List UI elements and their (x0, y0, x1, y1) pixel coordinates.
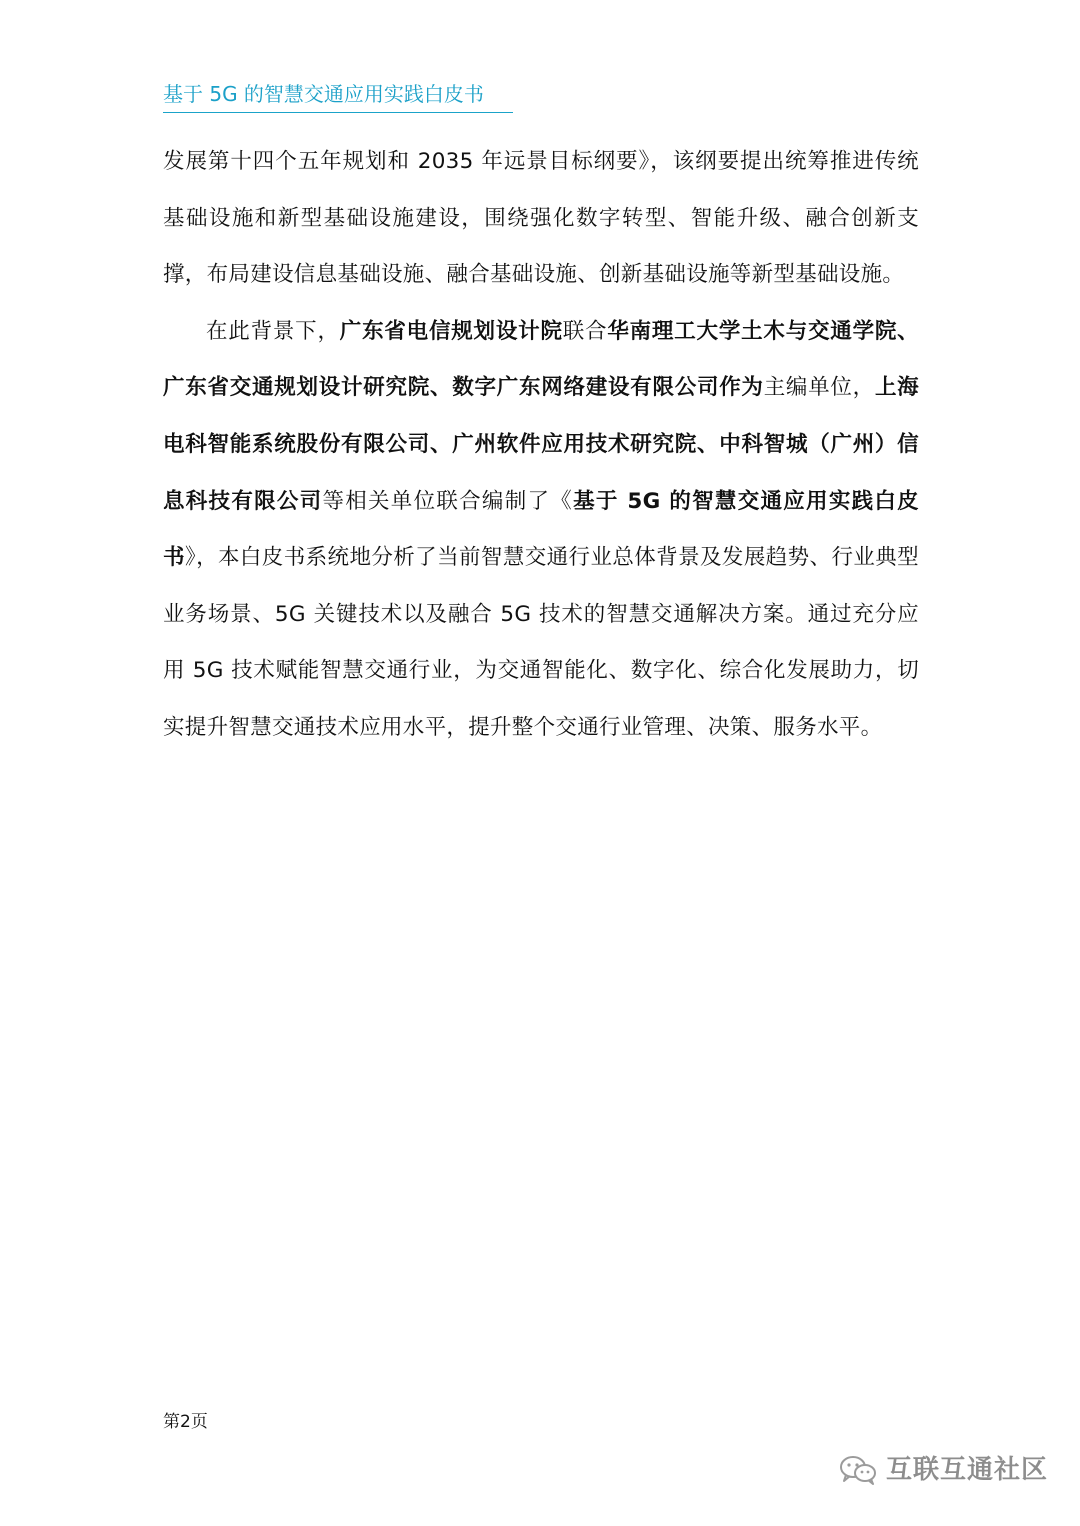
text-segment: 发展第十四个五年规划和 2035 年远景目标纲要》，该纲要提出统筹推进传统基础设施和新型基础设施建设，围绕强化数字转型、智能升级、融合创新支撑，布局建设信息基础设施、融合基础设施、创新基础设施等新型基础设施。 (163, 149, 919, 288)
text-segment: 等相关单位联合编制了《 (322, 488, 574, 514)
wechat-icon (838, 1453, 878, 1487)
bold-org-names: 上海电科智能系统股份有限公司、广州软件应用技术研究院、中科智城（广州）信息科技有限公司 (163, 375, 919, 514)
bold-org-names: 华南理工大学土木与交通学院、广东省交通规划设计研究院、数字广东网络建设有限公司作为 (163, 318, 919, 401)
text-segment: 联合 (562, 318, 608, 344)
paragraph-2 (163, 304, 919, 757)
text-segment: 在此背景下， (206, 318, 340, 344)
watermark-text: 互联互通社区 (886, 1455, 1049, 1485)
bold-org-name: 广东省电信规划设计院 (339, 318, 563, 344)
document-header (163, 80, 513, 113)
text-segment: 主编单位， (763, 375, 875, 401)
header-title: 基于 5G 的智慧交通应用实践白皮书 (163, 82, 484, 106)
bold-book-title: 基于 5G 的智慧交通应用实践白皮书 (163, 488, 919, 571)
paragraph-1 (163, 134, 919, 304)
page-number: 第2页 (163, 1412, 208, 1432)
body-text (163, 134, 919, 757)
text-segment: 》，本白皮书系统地分析了当前智慧交通行业总体背景及发展趋势、行业典型业务场景、5G 关键技术以及融合 5G 技术的智慧交通解决方案。通过充分应用 5G 技术赋能智慧交通行业，为交通智能化、数字化、综合化发展助力，切实提升智慧交通技术应用水平，提升整个交通行业管理、决策、服务水平。 (163, 545, 919, 740)
watermark (838, 1450, 1048, 1490)
